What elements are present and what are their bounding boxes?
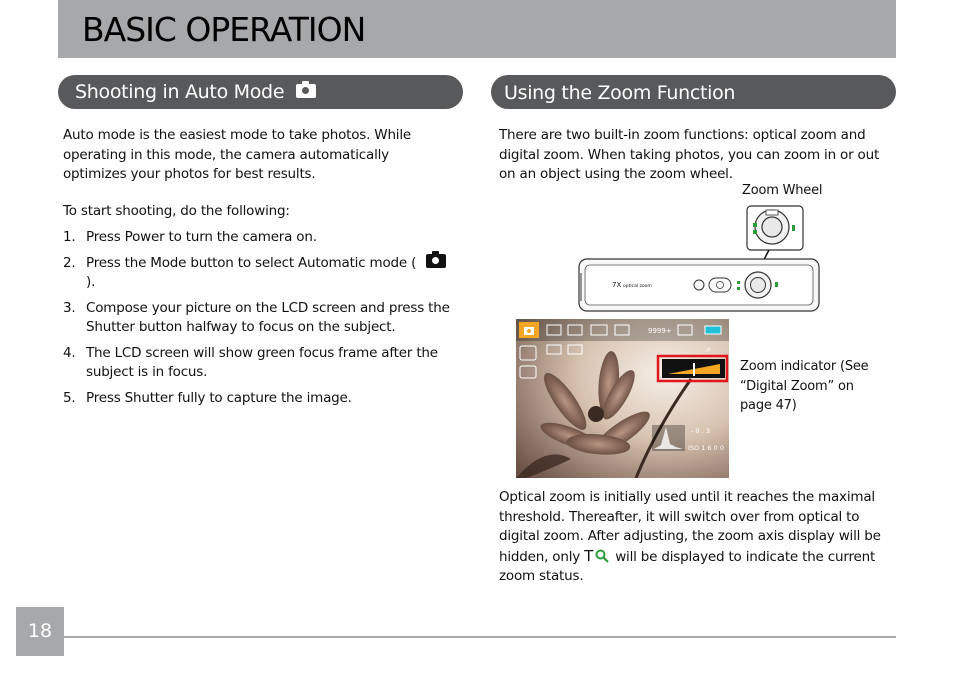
- optical-zoom-text: optical zoom: [623, 284, 652, 289]
- camera-icon: [296, 84, 316, 98]
- optical-zoom-paragraph: Optical zoom is initially used until it reaches the maximal threshold. Thereafter, it will switch over from optical to digital zoom. After adjusting, the zoom axis display will be hidden, only T will be displayed to indicate the current zoom status.: [499, 489, 881, 584]
- footer-divider: [64, 636, 896, 638]
- lcd-screen: [516, 319, 729, 478]
- iso-value: ISO 1 6 0 0: [688, 444, 724, 452]
- section-heading-auto-mode: [58, 75, 463, 109]
- page-number: 18: [16, 607, 64, 656]
- step-number: 3.: [63, 299, 76, 316]
- auto-mode-intro: [63, 126, 455, 185]
- step-5: 5. Press Shutter fully to capture the image.: [63, 389, 453, 409]
- section-heading-zoom-text: Using the Zoom Function: [504, 82, 736, 104]
- step-number: 1.: [63, 229, 76, 245]
- shutter-keyword: Shutter: [124, 389, 174, 406]
- step-1: 1. Press Power to turn the camera on.: [63, 228, 453, 248]
- auto-mode-camera-icon: [426, 254, 446, 268]
- step-number: 5.: [63, 389, 76, 406]
- step-4: 4. The LCD screen will show green focus frame after the subject is in focus.: [63, 344, 438, 380]
- tele-letter: T: [584, 546, 594, 565]
- page-title: BASIC OPERATION: [82, 10, 366, 49]
- zoom-indicator-label: Zoom indicator (See “Digital Zoom” on page 47): [740, 359, 869, 413]
- exposure-value: - 0 . 3: [691, 427, 710, 435]
- steps-list: [63, 228, 453, 414]
- section-heading-auto-mode-text: Shooting in Auto Mode: [75, 81, 285, 103]
- step-3: 3. Compose your picture on the LCD screen and press the Shutter button halfway to focus on the subject.: [63, 299, 450, 335]
- step-2: 2. Press the Mode button to select Automatic mode ( ).: [63, 254, 453, 293]
- step-number: 2.: [63, 254, 76, 271]
- power-keyword: Power: [124, 229, 165, 245]
- camera-top-illustration: [575, 203, 825, 315]
- zoom-search-icon: ⌕: [706, 345, 712, 355]
- optical-zoom-marker: 7X: [612, 281, 622, 289]
- section-heading-zoom: [491, 75, 896, 109]
- auto-intro-text: mode is the easiest mode to take photos. While operating in this mode, the camera automatically optimizes your photos for best results.: [63, 127, 412, 182]
- shots-remaining: 9999+: [648, 327, 672, 335]
- magnifier-icon: [595, 549, 609, 563]
- zoom-intro: There are two built-in zoom functions: optical zoom and digital zoom. When taking photos, you can zoom in or out on an object using the zoom wheel.: [499, 127, 880, 182]
- zoom-wheel-label: Zoom Wheel: [742, 183, 823, 198]
- start-instruction: To start shooting, do the following:: [63, 203, 290, 219]
- page-header: [58, 0, 896, 58]
- step-number: 4.: [63, 344, 76, 361]
- lcd-flower-photo: [516, 319, 729, 478]
- auto-keyword: Auto: [63, 127, 94, 143]
